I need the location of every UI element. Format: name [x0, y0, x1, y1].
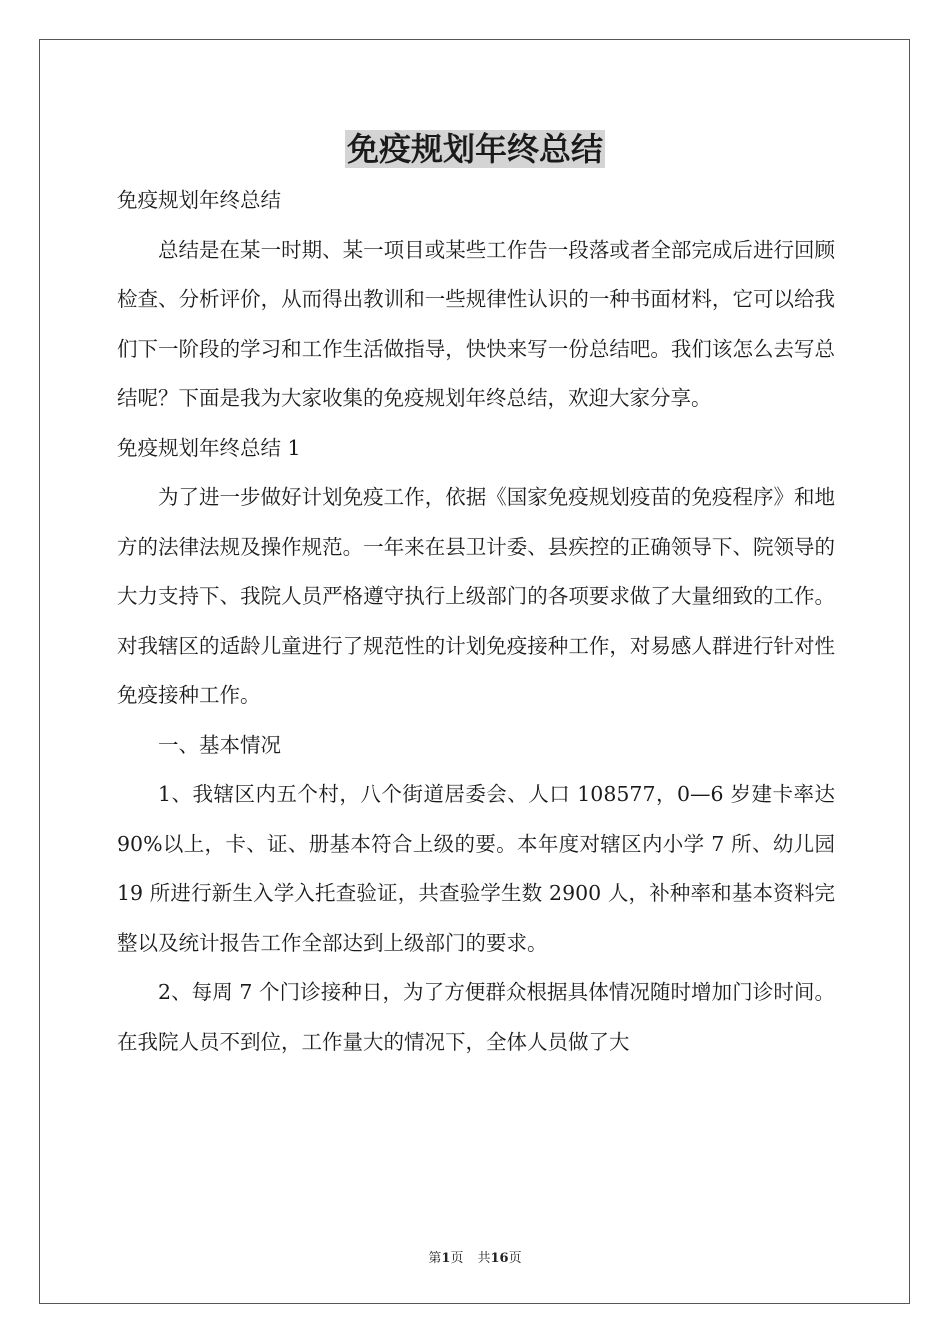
total-suffix: 页 [508, 1251, 522, 1266]
body-paragraph: 1、我辖区内五个村，八个街道居委会、人口 108577，0—6 岁建卡率达 90%以上，卡、证、册基本符合上级的要。本年度对辖区内小学 7 所、幼儿园 19 所进行新生入学入托查验证，共查验学生数 2900 人，补种率和基本资料完整以及统计报告工作全部达到上级部门的要求。 [117, 782, 835, 955]
total-pages: 16 [490, 1251, 509, 1266]
page-prefix: 第 [428, 1251, 442, 1266]
section-heading-summary-1: 免疫规划年终总结 1 [117, 435, 301, 460]
document-title [0, 126, 950, 172]
subtitle-paragraph: 免疫规划年终总结 [117, 188, 281, 212]
page-number: 1 [441, 1251, 451, 1266]
total-prefix: 共 [477, 1251, 491, 1266]
page-suffix: 页 [450, 1251, 464, 1266]
document-body [117, 176, 835, 1067]
section-heading-basic-situation: 一、基本情况 [158, 732, 281, 757]
intro-paragraph: 总结是在某一时期、某一项目或某些工作告一段落或者全部完成后进行回顾检查、分析评价，从而得出教训和一些规律性认识的一种书面材料，它可以给我们下一阶段的学习和工作生活做指导，快快来写一份总结吧。我们该怎么去写总结呢？下面是我为大家收集的免疫规划年终总结，欢迎大家分享。 [117, 237, 835, 410]
page-footer [0, 1247, 950, 1266]
body-paragraph: 2、每周 7 个门诊接种日，为了方便群众根据具体情况随时增加门诊时间。在我院人员不到位，工作量大的情况下，全体人员做了大 [117, 980, 835, 1054]
document-title-text: 免疫规划年终总结 [346, 130, 603, 168]
body-paragraph: 为了进一步做好计划免疫工作，依据《国家免疫规划疫苗的免疫程序》和地方的法律法规及操作规范。一年来在县卫计委、县疾控的正确领导下、院领导的大力支持下、我院人员严格遵守执行上级部门的各项要求做了大量细致的工作。对我辖区的适龄儿童进行了规范性的计划免疫接种工作，对易感人群进行针对性免疫接种工作。 [117, 485, 835, 707]
